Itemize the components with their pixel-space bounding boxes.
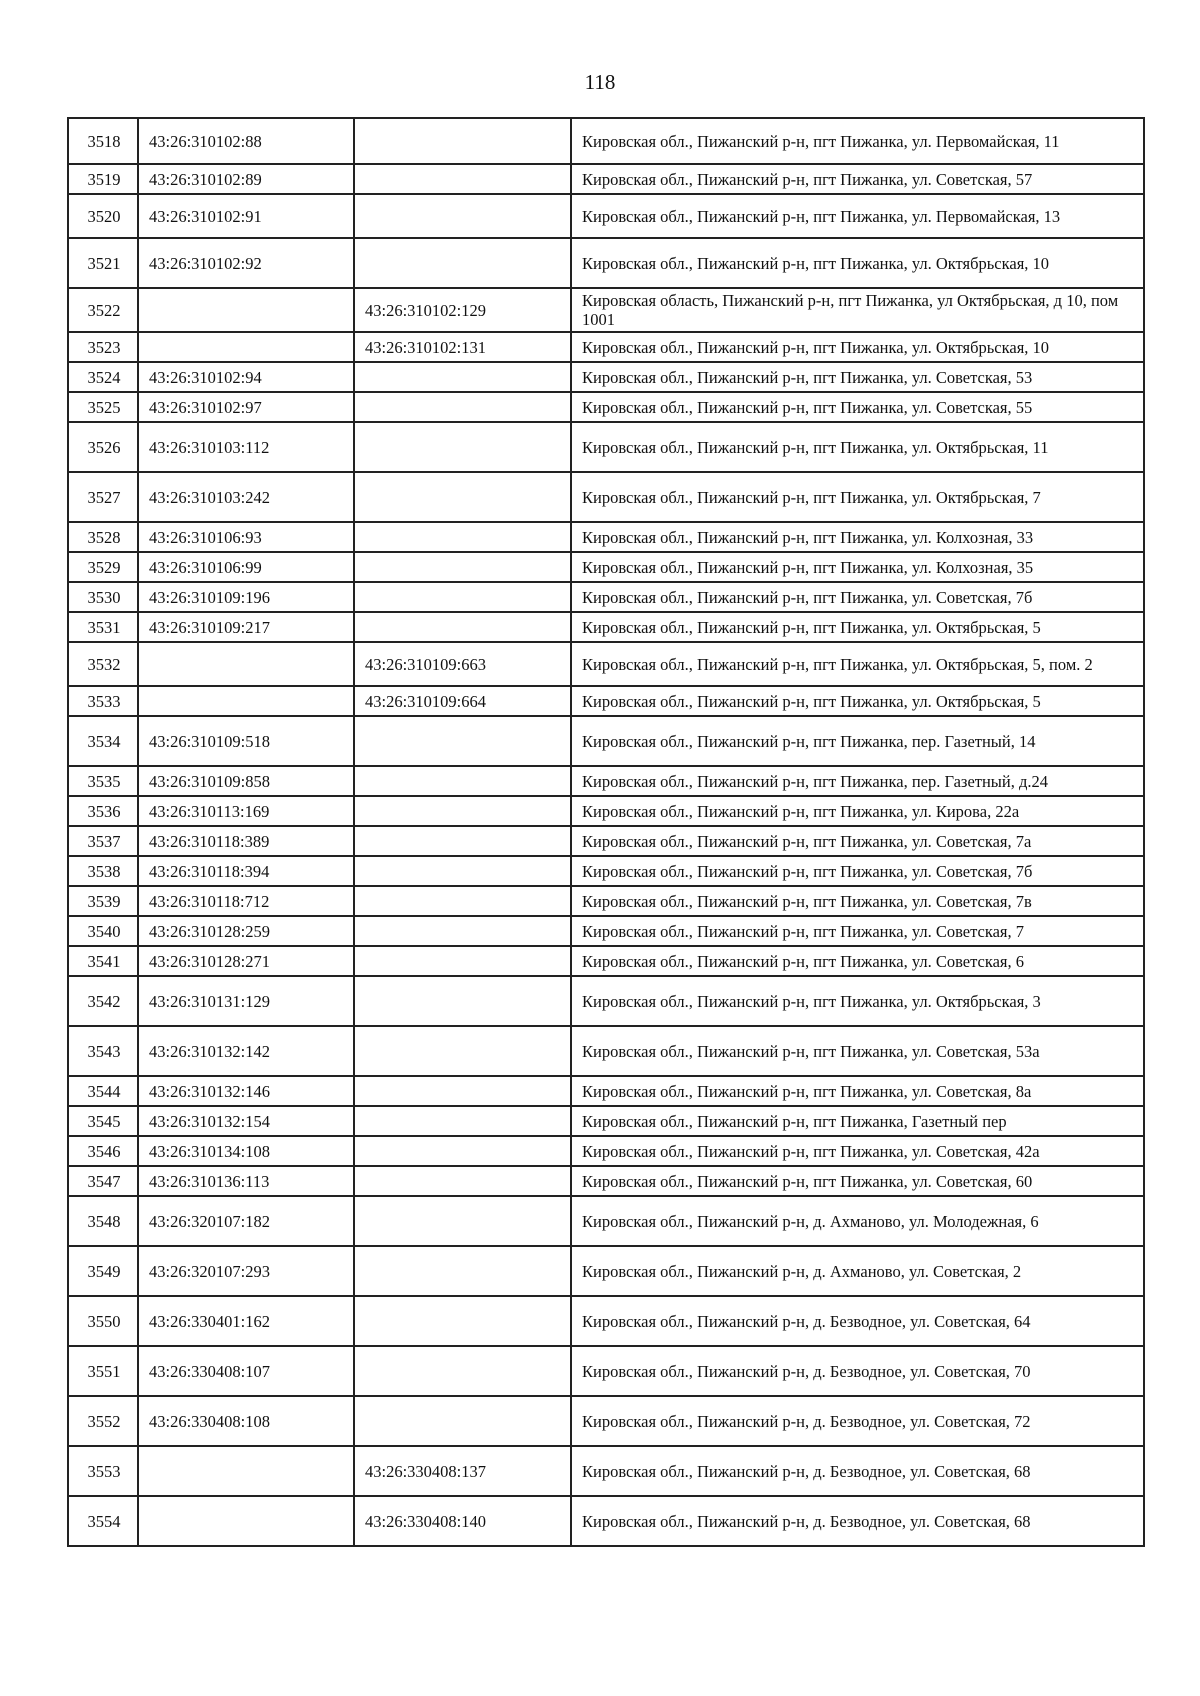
cadastral-number-land: 43:26:310106:99 bbox=[138, 552, 354, 582]
address: Кировская обл., Пижанский р-н, пгт Пижанка, ул. Советская, 7 bbox=[571, 916, 1144, 946]
table-row bbox=[68, 612, 1144, 642]
cadastral-number-premises bbox=[354, 1076, 571, 1106]
cadastral-number-premises bbox=[354, 766, 571, 796]
row-number: 3526 bbox=[68, 422, 138, 472]
cadastral-number-premises bbox=[354, 392, 571, 422]
table-row bbox=[68, 552, 1144, 582]
row-number: 3532 bbox=[68, 642, 138, 686]
cadastral-number-premises bbox=[354, 1396, 571, 1446]
table-row bbox=[68, 1166, 1144, 1196]
cadastral-number-premises: 43:26:330408:140 bbox=[354, 1496, 571, 1546]
address: Кировская обл., Пижанский р-н, пгт Пижанка, ул. Советская, 53 bbox=[571, 362, 1144, 392]
cadastral-number-land bbox=[138, 686, 354, 716]
cadastral-number-premises bbox=[354, 552, 571, 582]
row-number: 3545 bbox=[68, 1106, 138, 1136]
cadastral-number-premises bbox=[354, 1346, 571, 1396]
table-row bbox=[68, 826, 1144, 856]
row-number: 3542 bbox=[68, 976, 138, 1026]
cadastral-number-land: 43:26:310102:88 bbox=[138, 118, 354, 164]
row-number: 3550 bbox=[68, 1296, 138, 1346]
table-row bbox=[68, 1106, 1144, 1136]
table-row bbox=[68, 1446, 1144, 1496]
cadastral-number-land: 43:26:310118:712 bbox=[138, 886, 354, 916]
address: Кировская обл., Пижанский р-н, пгт Пижанка, ул. Колхозная, 33 bbox=[571, 522, 1144, 552]
row-number: 3525 bbox=[68, 392, 138, 422]
table-row bbox=[68, 332, 1144, 362]
address: Кировская обл., Пижанский р-н, д. Безводное, ул. Советская, 70 bbox=[571, 1346, 1144, 1396]
table-row bbox=[68, 1496, 1144, 1546]
address: Кировская обл., Пижанский р-н, пгт Пижанка, пер. Газетный, 14 bbox=[571, 716, 1144, 766]
table-row bbox=[68, 916, 1144, 946]
row-number: 3535 bbox=[68, 766, 138, 796]
address: Кировская обл., Пижанский р-н, пгт Пижанка, ул. Советская, 57 bbox=[571, 164, 1144, 194]
cadastral-number-land bbox=[138, 1446, 354, 1496]
row-number: 3519 bbox=[68, 164, 138, 194]
table-row bbox=[68, 766, 1144, 796]
cadastral-number-premises bbox=[354, 238, 571, 288]
cadastral-number-premises bbox=[354, 1166, 571, 1196]
cadastral-number-land: 43:26:310132:154 bbox=[138, 1106, 354, 1136]
table-row bbox=[68, 1196, 1144, 1246]
cadastral-number-premises bbox=[354, 522, 571, 552]
table-row bbox=[68, 238, 1144, 288]
cadastral-number-land bbox=[138, 288, 354, 332]
cadastral-number-premises bbox=[354, 472, 571, 522]
cadastral-number-land bbox=[138, 642, 354, 686]
cadastral-number-land: 43:26:310103:112 bbox=[138, 422, 354, 472]
cadastral-number-premises bbox=[354, 826, 571, 856]
address: Кировская обл., Пижанский р-н, пгт Пижанка, ул. Советская, 55 bbox=[571, 392, 1144, 422]
cadastral-number-premises bbox=[354, 916, 571, 946]
table-row bbox=[68, 1076, 1144, 1106]
cadastral-number-premises bbox=[354, 1246, 571, 1296]
cadastral-number-premises bbox=[354, 1296, 571, 1346]
row-number: 3524 bbox=[68, 362, 138, 392]
cadastral-number-land: 43:26:320107:293 bbox=[138, 1246, 354, 1296]
cadastral-number-land: 43:26:330408:108 bbox=[138, 1396, 354, 1446]
cadastral-number-land: 43:26:310134:108 bbox=[138, 1136, 354, 1166]
cadastral-number-land: 43:26:310102:92 bbox=[138, 238, 354, 288]
table-row bbox=[68, 392, 1144, 422]
cadastral-number-premises bbox=[354, 582, 571, 612]
address: Кировская обл., Пижанский р-н, пгт Пижанка, ул. Советская, 6 bbox=[571, 946, 1144, 976]
cadastral-number-premises: 43:26:310102:129 bbox=[354, 288, 571, 332]
address: Кировская обл., Пижанский р-н, пгт Пижанка, Газетный пер bbox=[571, 1106, 1144, 1136]
address: Кировская обл., Пижанский р-н, пгт Пижанка, ул. Октябрьская, 11 bbox=[571, 422, 1144, 472]
cadastral-number-land: 43:26:310109:217 bbox=[138, 612, 354, 642]
cadastral-number-premises: 43:26:310102:131 bbox=[354, 332, 571, 362]
address: Кировская обл., Пижанский р-н, пгт Пижанка, ул. Октябрьская, 10 bbox=[571, 332, 1144, 362]
cadastral-number-premises bbox=[354, 1026, 571, 1076]
address: Кировская обл., Пижанский р-н, пгт Пижанка, ул. Советская, 53а bbox=[571, 1026, 1144, 1076]
address: Кировская обл., Пижанский р-н, пгт Пижанка, ул. Советская, 7в bbox=[571, 886, 1144, 916]
address: Кировская обл., Пижанский р-н, пгт Пижанка, ул. Октябрьская, 5, пом. 2 bbox=[571, 642, 1144, 686]
row-number: 3518 bbox=[68, 118, 138, 164]
row-number: 3539 bbox=[68, 886, 138, 916]
row-number: 3520 bbox=[68, 194, 138, 238]
cadastral-number-land: 43:26:310102:89 bbox=[138, 164, 354, 194]
cadastral-number-land: 43:26:310113:169 bbox=[138, 796, 354, 826]
row-number: 3536 bbox=[68, 796, 138, 826]
cadastral-number-land: 43:26:310106:93 bbox=[138, 522, 354, 552]
row-number: 3549 bbox=[68, 1246, 138, 1296]
cadastral-number-premises bbox=[354, 422, 571, 472]
address: Кировская обл., Пижанский р-н, пгт Пижанка, ул. Октябрьская, 5 bbox=[571, 686, 1144, 716]
table-row bbox=[68, 642, 1144, 686]
cadastral-number-land: 43:26:310109:518 bbox=[138, 716, 354, 766]
row-number: 3547 bbox=[68, 1166, 138, 1196]
table-row bbox=[68, 1296, 1144, 1346]
cadastral-number-premises: 43:26:310109:663 bbox=[354, 642, 571, 686]
address: Кировская обл., Пижанский р-н, пгт Пижанка, ул. Советская, 7б bbox=[571, 582, 1144, 612]
address: Кировская обл., Пижанский р-н, пгт Пижанка, пер. Газетный, д.24 bbox=[571, 766, 1144, 796]
address: Кировская обл., Пижанский р-н, пгт Пижанка, ул. Советская, 42а bbox=[571, 1136, 1144, 1166]
cadastral-number-land: 43:26:310128:271 bbox=[138, 946, 354, 976]
cadastral-number-land: 43:26:320107:182 bbox=[138, 1196, 354, 1246]
address: Кировская обл., Пижанский р-н, пгт Пижанка, ул. Советская, 8а bbox=[571, 1076, 1144, 1106]
cadastral-number-land bbox=[138, 1496, 354, 1546]
cadastral-number-land: 43:26:310118:394 bbox=[138, 856, 354, 886]
property-registry-table bbox=[67, 117, 1145, 1547]
row-number: 3541 bbox=[68, 946, 138, 976]
row-number: 3528 bbox=[68, 522, 138, 552]
cadastral-number-premises: 43:26:330408:137 bbox=[354, 1446, 571, 1496]
table-row bbox=[68, 472, 1144, 522]
cadastral-number-land: 43:26:310102:91 bbox=[138, 194, 354, 238]
table-row bbox=[68, 1346, 1144, 1396]
address: Кировская обл., Пижанский р-н, д. Безводное, ул. Советская, 68 bbox=[571, 1446, 1144, 1496]
address: Кировская обл., Пижанский р-н, пгт Пижанка, ул. Первомайская, 11 bbox=[571, 118, 1144, 164]
row-number: 3537 bbox=[68, 826, 138, 856]
cadastral-number-land: 43:26:310132:142 bbox=[138, 1026, 354, 1076]
address: Кировская обл., Пижанский р-н, пгт Пижанка, ул. Советская, 7б bbox=[571, 856, 1144, 886]
cadastral-number-premises bbox=[354, 886, 571, 916]
table-row bbox=[68, 716, 1144, 766]
table-row bbox=[68, 856, 1144, 886]
cadastral-number-premises: 43:26:310109:664 bbox=[354, 686, 571, 716]
cadastral-number-land: 43:26:310109:196 bbox=[138, 582, 354, 612]
address: Кировская обл., Пижанский р-н, пгт Пижанка, ул. Октябрьская, 3 bbox=[571, 976, 1144, 1026]
cadastral-number-land: 43:26:330401:162 bbox=[138, 1296, 354, 1346]
address: Кировская обл., Пижанский р-н, пгт Пижанка, ул. Колхозная, 35 bbox=[571, 552, 1144, 582]
cadastral-number-land: 43:26:310132:146 bbox=[138, 1076, 354, 1106]
cadastral-number-premises bbox=[354, 118, 571, 164]
cadastral-number-land: 43:26:310109:858 bbox=[138, 766, 354, 796]
table-row bbox=[68, 796, 1144, 826]
cadastral-number-premises bbox=[354, 1106, 571, 1136]
address: Кировская обл., Пижанский р-н, пгт Пижанка, ул. Октябрьская, 10 bbox=[571, 238, 1144, 288]
cadastral-number-premises bbox=[354, 976, 571, 1026]
row-number: 3534 bbox=[68, 716, 138, 766]
cadastral-number-premises bbox=[354, 716, 571, 766]
cadastral-number-land bbox=[138, 332, 354, 362]
address: Кировская обл., Пижанский р-н, пгт Пижанка, ул. Советская, 7а bbox=[571, 826, 1144, 856]
address: Кировская обл., Пижанский р-н, д. Безводное, ул. Советская, 72 bbox=[571, 1396, 1144, 1446]
address: Кировская обл., Пижанский р-н, д. Ахманово, ул. Советская, 2 bbox=[571, 1246, 1144, 1296]
row-number: 3538 bbox=[68, 856, 138, 886]
address: Кировская область, Пижанский р-н, пгт Пижанка, ул Октябрьская, д 10, пом 1001 bbox=[571, 288, 1144, 332]
cadastral-number-premises bbox=[354, 1196, 571, 1246]
cadastral-number-premises bbox=[354, 612, 571, 642]
row-number: 3554 bbox=[68, 1496, 138, 1546]
row-number: 3529 bbox=[68, 552, 138, 582]
row-number: 3533 bbox=[68, 686, 138, 716]
cadastral-number-land: 43:26:310118:389 bbox=[138, 826, 354, 856]
cadastral-number-premises bbox=[354, 362, 571, 392]
cadastral-number-land: 43:26:330408:107 bbox=[138, 1346, 354, 1396]
page-number: 118 bbox=[584, 70, 616, 94]
cadastral-number-premises bbox=[354, 796, 571, 826]
row-number: 3522 bbox=[68, 288, 138, 332]
row-number: 3548 bbox=[68, 1196, 138, 1246]
address: Кировская обл., Пижанский р-н, д. Безводное, ул. Советская, 68 bbox=[571, 1496, 1144, 1546]
table-row bbox=[68, 422, 1144, 472]
row-number: 3521 bbox=[68, 238, 138, 288]
table-row bbox=[68, 164, 1144, 194]
registry-body bbox=[68, 118, 1144, 1546]
table-row bbox=[68, 886, 1144, 916]
address: Кировская обл., Пижанский р-н, пгт Пижанка, ул. Октябрьская, 5 bbox=[571, 612, 1144, 642]
address: Кировская обл., Пижанский р-н, пгт Пижанка, ул. Октябрьская, 7 bbox=[571, 472, 1144, 522]
address: Кировская обл., Пижанский р-н, д. Безводное, ул. Советская, 64 bbox=[571, 1296, 1144, 1346]
table-row bbox=[68, 1396, 1144, 1446]
row-number: 3530 bbox=[68, 582, 138, 612]
row-number: 3544 bbox=[68, 1076, 138, 1106]
row-number: 3523 bbox=[68, 332, 138, 362]
table-row bbox=[68, 976, 1144, 1026]
row-number: 3553 bbox=[68, 1446, 138, 1496]
cadastral-number-premises bbox=[354, 946, 571, 976]
cadastral-number-premises bbox=[354, 194, 571, 238]
table-row bbox=[68, 1026, 1144, 1076]
table-row bbox=[68, 118, 1144, 164]
cadastral-number-land: 43:26:310103:242 bbox=[138, 472, 354, 522]
row-number: 3540 bbox=[68, 916, 138, 946]
row-number: 3551 bbox=[68, 1346, 138, 1396]
address: Кировская обл., Пижанский р-н, пгт Пижанка, ул. Первомайская, 13 bbox=[571, 194, 1144, 238]
cadastral-number-land: 43:26:310128:259 bbox=[138, 916, 354, 946]
table-row bbox=[68, 288, 1144, 332]
cadastral-number-land: 43:26:310102:94 bbox=[138, 362, 354, 392]
cadastral-number-land: 43:26:310102:97 bbox=[138, 392, 354, 422]
table-row bbox=[68, 686, 1144, 716]
row-number: 3543 bbox=[68, 1026, 138, 1076]
table-row bbox=[68, 522, 1144, 552]
row-number: 3546 bbox=[68, 1136, 138, 1166]
table-row bbox=[68, 1136, 1144, 1166]
row-number: 3531 bbox=[68, 612, 138, 642]
row-number: 3527 bbox=[68, 472, 138, 522]
cadastral-number-premises bbox=[354, 164, 571, 194]
table-row bbox=[68, 582, 1144, 612]
cadastral-number-land: 43:26:310136:113 bbox=[138, 1166, 354, 1196]
address: Кировская обл., Пижанский р-н, пгт Пижанка, ул. Кирова, 22а bbox=[571, 796, 1144, 826]
table-row bbox=[68, 946, 1144, 976]
cadastral-number-premises bbox=[354, 1136, 571, 1166]
table-row bbox=[68, 1246, 1144, 1296]
table-row bbox=[68, 362, 1144, 392]
cadastral-number-premises bbox=[354, 856, 571, 886]
cadastral-number-land: 43:26:310131:129 bbox=[138, 976, 354, 1026]
address: Кировская обл., Пижанский р-н, пгт Пижанка, ул. Советская, 60 bbox=[571, 1166, 1144, 1196]
table-row bbox=[68, 194, 1144, 238]
address: Кировская обл., Пижанский р-н, д. Ахманово, ул. Молодежная, 6 bbox=[571, 1196, 1144, 1246]
row-number: 3552 bbox=[68, 1396, 138, 1446]
